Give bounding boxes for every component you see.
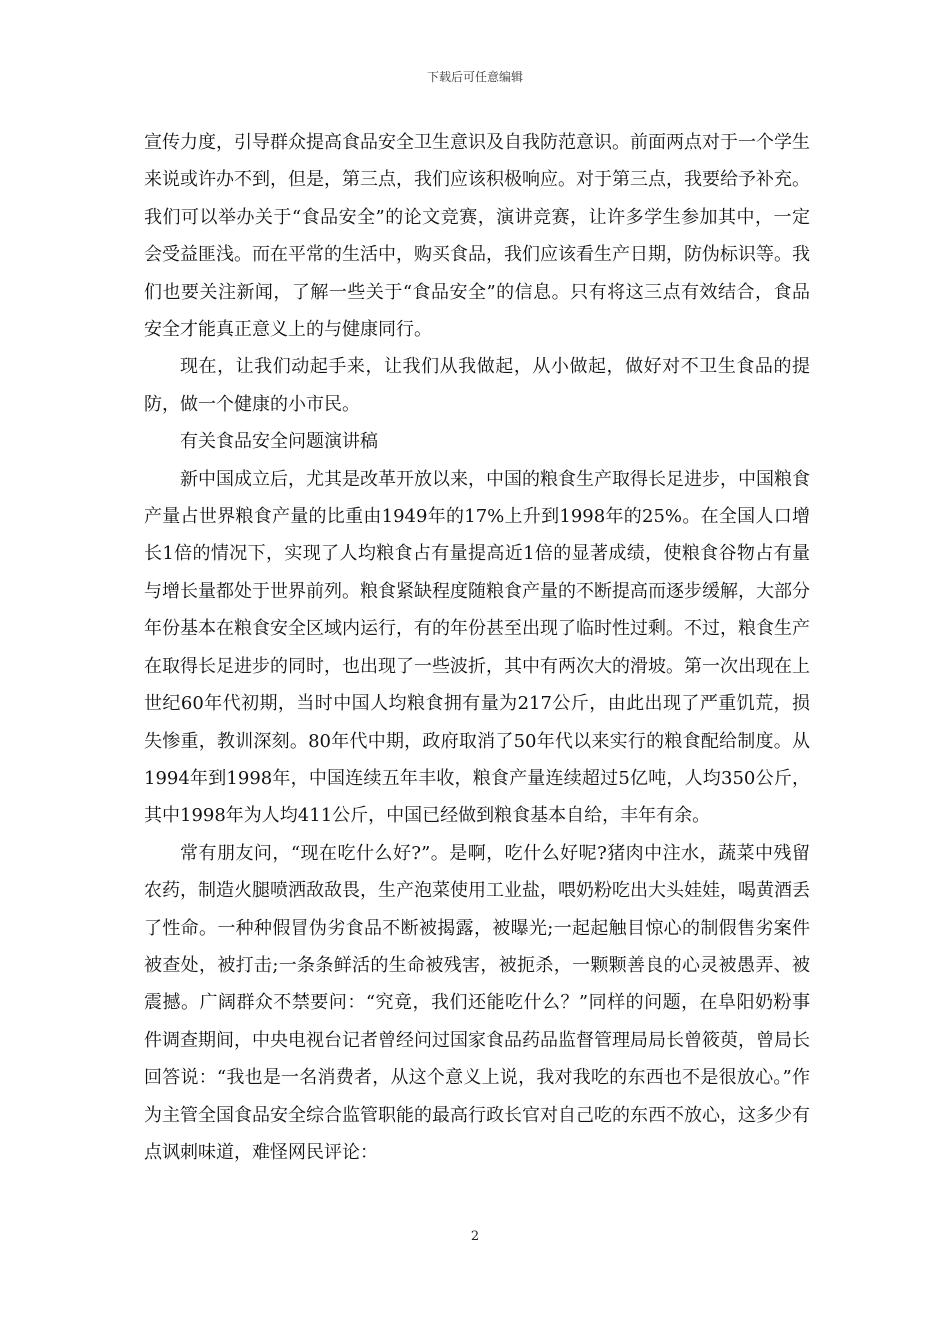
paragraph-continuation: 宣传力度，引导群众提高食品安全卫生意识及自我防范意识。前面两点对于一个学生来说或许办不到，但是，第三点，我们应该积极响应。对于第三点，我要给予补充。我们可以举办关于“食品安全”的论文竞赛，演讲竞赛，让许多学生参加其中，一定会受益匪浅。而在平常的生活中，购买食品，我们应该看生产日期，防伪标识等。我们也要关注新闻，了解一些关于“食品安全”的信息。只有将这三点有效结合，食品安全才能真正意义上的与健康同行。 [144,132,810,341]
paragraph-food-questions: 常有朋友问，“现在吃什么好?”。是啊，吃什么好呢?猪肉中注水，蔬菜中残留农药，制造火腿喷洒敌敌畏，生产泡菜使用工业盐，喂奶粉吃出大头娃娃，喝黄酒丢了性命。一种种假冒伪劣食品不断被揭露，被曝光;一起起触目惊心的制假售劣案件被查处，被打击;一条条鲜活的生命被残害，被扼杀，一颗颗善良的心灵被愚弄、被震撼。广阔群众不禁要问：“究竟，我们还能吃什么？”同样的问题，在阜阳奶粉事件调查期间，中央电视台记者曾经问过国家食品药品监督管理局局长曾筱萸，曾局长回答说：“我也是一名消费者，从这个意义上说，我对我吃的东西也不是很放心。”作为主管全国食品安全综合监管职能的最高行政长官对自己吃的东西不放心，这多少有点讽刺味道，难怪网民评论： [144,842,810,1163]
paragraph-call-to-action: 现在，让我们动起手来，让我们从我做起，从小做起，做好对不卫生食品的提防，做一个健康的小市民。 [144,356,810,415]
section-title: 有关食品安全问题演讲稿 [180,431,378,453]
document-body [144,124,810,1171]
paragraph-grain-history: 新中国成立后，尤其是改革开放以来，中国的粮食生产取得长足进步，中国粮食产量占世界粮食产量的比重由1949年的17%上升到1998年的25%。在全国人口增长1倍的情况下，实现了人均粮食占有量提高近1倍的显著成绩，使粮食谷物占有量与增长量都处于世界前列。粮食紧缺程度随粮食产量的不断提高而逐步缓解，大部分年份基本在粮食安全区域内运行，有的年份甚至出现了临时性过剩。不过，粮食生产在取得长足进步的同时，也出现了一些波折，其中有两次大的滑坡。第一次出现在上世纪60年代初期，当时中国人均粮食拥有量为217公斤，由此出现了严重饥荒，损失惨重，教训深刻。80年代中期，政府取消了50年代以来实行的粮食配给制度。从1994年到1998年，中国连续五年丰收，粮食产量连续超过5亿吨，人均350公斤，其中1998年为人均411公斤，中国已经做到粮食基本自给，丰年有余。 [144,468,810,827]
page-number: 2 [470,1229,480,1244]
page-header: 下载后可任意编辑 [426,70,523,84]
